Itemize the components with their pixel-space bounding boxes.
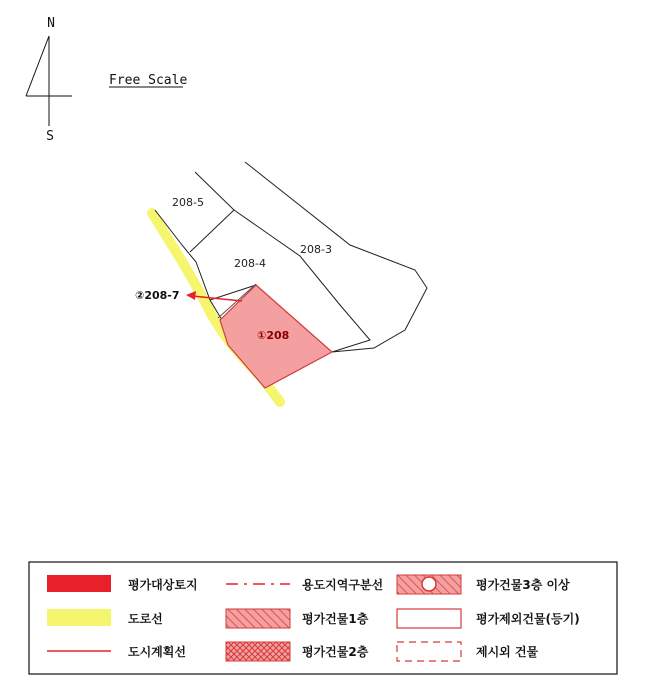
legend-text-road: 도로선 bbox=[128, 612, 163, 626]
legend-text-city-plan: 도시계획선 bbox=[128, 645, 186, 659]
parcel-label-208-5: 208-5 bbox=[172, 196, 204, 209]
legend-text-subject-land: 평가대상토지 bbox=[128, 578, 198, 592]
north-arrow bbox=[26, 16, 72, 144]
legend-text-unlisted-bldg: 제시외 건물 bbox=[476, 645, 539, 659]
parcel-label-208-4: 208-4 bbox=[234, 257, 266, 270]
legend-symbol-unlisted-bldg bbox=[397, 642, 461, 661]
legend-symbol-bldg-2f bbox=[226, 642, 290, 661]
south-label: S bbox=[46, 129, 54, 144]
legend-text-excluded-bldg: 평가제외건물(등기) bbox=[476, 612, 580, 626]
legend-text-bldg-1f: 평가건물1층 bbox=[302, 612, 369, 626]
legend-symbol-road bbox=[47, 609, 111, 626]
parcel-label-208-7: ②208-7 bbox=[135, 289, 180, 302]
legend-symbol-subject-land bbox=[47, 575, 111, 592]
legend-text-zoning-line: 용도지역구분선 bbox=[302, 578, 384, 592]
parcel-label-208-3: 208-3 bbox=[300, 243, 332, 256]
legend-text-bldg-3f: 평가건물3층 이상 bbox=[476, 578, 570, 592]
scale-label: Free Scale bbox=[109, 73, 188, 88]
legend-symbol-bldg-1f bbox=[226, 609, 290, 628]
legend-text-bldg-2f: 평가건물2층 bbox=[302, 645, 369, 659]
north-label: N bbox=[47, 16, 55, 31]
parcel-label-subject: ①208 bbox=[257, 329, 290, 342]
legend-symbol-excluded-bldg bbox=[397, 609, 461, 628]
